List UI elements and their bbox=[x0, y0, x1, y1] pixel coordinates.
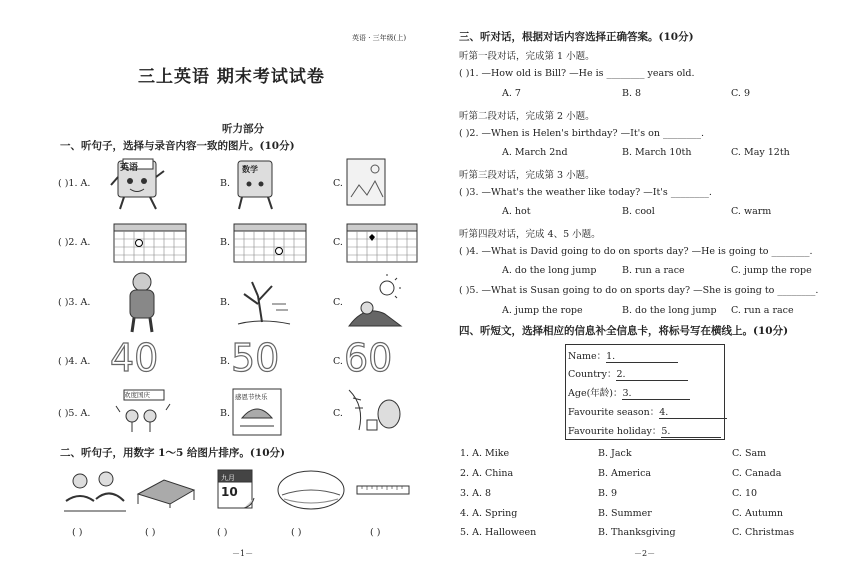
s4-opt-3c[interactable]: C. 10 bbox=[732, 488, 758, 499]
s4-opt-1c[interactable]: C. Sam bbox=[732, 448, 767, 459]
q4-option-b[interactable]: B. run a race bbox=[622, 265, 685, 276]
cold-child-picture[interactable] bbox=[118, 270, 166, 334]
number-60-picture[interactable]: 60 bbox=[344, 336, 393, 380]
question-number[interactable]: ( )5. A. bbox=[58, 408, 91, 419]
card-blank-3[interactable]: 3. bbox=[622, 388, 690, 400]
s4-opt-1b[interactable]: B. Jack bbox=[598, 448, 632, 459]
q3-option-a[interactable]: A. hot bbox=[502, 206, 531, 217]
q3-option-c[interactable]: C. warm bbox=[731, 206, 772, 217]
order-blank-3[interactable]: ( ) bbox=[217, 527, 228, 538]
card-row-holiday: Favourite holiday：5. bbox=[568, 423, 721, 438]
q1-option-c[interactable]: C. 9 bbox=[731, 88, 751, 99]
q2-option-a[interactable]: A. March 2nd bbox=[502, 147, 568, 158]
hot-sun-picture[interactable] bbox=[345, 274, 407, 330]
info-card bbox=[565, 344, 725, 440]
ruler-picture[interactable] bbox=[356, 484, 410, 496]
card-blank-5[interactable]: 5. bbox=[661, 426, 721, 438]
q5-option-c[interactable]: C. run a race bbox=[731, 305, 794, 316]
q4-option-a[interactable]: A. do the long jump bbox=[502, 265, 597, 276]
s4-opt-1a[interactable]: 1. A. Mike bbox=[460, 448, 510, 459]
option-c-label[interactable]: C. bbox=[333, 237, 343, 248]
option-c-label[interactable]: C. bbox=[333, 356, 343, 367]
q5-option-b[interactable]: B. do the long jump bbox=[622, 305, 717, 316]
bed-picture[interactable] bbox=[134, 470, 198, 510]
q4-option-c[interactable]: C. jump the rope bbox=[731, 265, 812, 276]
card-row-country: Country：2. bbox=[568, 366, 688, 381]
christmas-lanterns-picture[interactable] bbox=[345, 386, 407, 438]
question-5[interactable]: ( )5. —What is Susan going to do on sports day? —She is going to ________. bbox=[459, 285, 819, 296]
national-day-label: 欢度国庆 bbox=[124, 391, 150, 399]
s4-opt-2b[interactable]: B. America bbox=[598, 468, 652, 479]
option-b-label[interactable]: B. bbox=[220, 297, 231, 308]
s4-opt-2c[interactable]: C. Canada bbox=[732, 468, 782, 479]
calendar-picture-c[interactable] bbox=[345, 218, 421, 264]
children-playing-picture[interactable] bbox=[60, 465, 130, 513]
q5-option-a[interactable]: A. jump the rope bbox=[502, 305, 583, 316]
option-c-label[interactable]: C. bbox=[333, 178, 343, 189]
number-40-picture[interactable]: 40 bbox=[110, 336, 159, 380]
dialogue-intro-4: 听第四段对话，完成 4、5 小题。 bbox=[459, 229, 601, 240]
q2-option-b[interactable]: B. March 10th bbox=[622, 147, 692, 158]
page-number-2: －2－ bbox=[634, 549, 656, 558]
card-blank-4[interactable]: 4. bbox=[659, 407, 727, 419]
question-1[interactable]: ( )1. —How old is Bill? —He is ________ years old. bbox=[459, 68, 695, 79]
order-blank-5[interactable]: ( ) bbox=[370, 527, 381, 538]
section3-title: 三、听对话，根据对话内容选择正确答案。(10分) bbox=[459, 31, 694, 43]
section2-title: 二、听句子，用数字 1～5 给图片排序。(10分) bbox=[60, 447, 285, 459]
question-number[interactable]: ( )3. A. bbox=[58, 297, 91, 308]
number-50-picture[interactable]: 50 bbox=[231, 336, 280, 380]
option-b-label[interactable]: B. bbox=[220, 356, 231, 367]
option-b-label[interactable]: B. bbox=[220, 408, 231, 419]
calendar-picture-b[interactable] bbox=[232, 218, 308, 264]
header-right: 英语 · 三年级(上) bbox=[352, 34, 407, 42]
listening-part-heading: 听力部分 bbox=[222, 123, 264, 135]
question-3[interactable]: ( )3. —What's the weather like today? —It's ________. bbox=[459, 187, 712, 198]
question-number[interactable]: ( )1. A. bbox=[58, 178, 91, 189]
page-number-1: －1－ bbox=[232, 549, 254, 558]
s4-opt-4b[interactable]: B. Summer bbox=[598, 508, 652, 519]
s4-opt-3a[interactable]: 3. A. 8 bbox=[460, 488, 492, 499]
question-number[interactable]: ( )4. A. bbox=[58, 356, 91, 367]
q1-option-a[interactable]: A. 7 bbox=[502, 88, 521, 99]
card-row-age: Age(年龄)：3. bbox=[568, 385, 690, 400]
s4-opt-4a[interactable]: 4. A. Spring bbox=[460, 508, 518, 519]
math-book-label: 数学 bbox=[242, 164, 258, 174]
dialogue-intro-2: 听第二段对话，完成第 2 小题。 bbox=[459, 111, 595, 122]
question-2[interactable]: ( )2. —When is Helen's birthday? —It's on ________. bbox=[459, 128, 705, 139]
thanksgiving-label: 感恩节快乐 bbox=[235, 393, 268, 401]
english-book-label: 英语 bbox=[120, 163, 139, 173]
option-b-label[interactable]: B. bbox=[220, 178, 231, 189]
section4-title: 四、听短文，选择相应的信息补全信息卡，将标号写在横线上。(10分) bbox=[459, 325, 789, 337]
order-blank-4[interactable]: ( ) bbox=[291, 527, 302, 538]
calendar-month: 九月 bbox=[221, 474, 235, 482]
s4-opt-2a[interactable]: 2. A. China bbox=[460, 468, 514, 479]
calendar-picture-a[interactable] bbox=[112, 218, 188, 264]
windy-tree-picture[interactable] bbox=[232, 274, 294, 330]
s4-opt-3b[interactable]: B. 9 bbox=[598, 488, 618, 499]
card-blank-1[interactable]: 1. bbox=[606, 351, 678, 363]
page-title: 三上英语 期末考试试卷 bbox=[138, 67, 325, 87]
dialogue-intro-1: 听第一段对话，完成第 1 小题。 bbox=[459, 51, 595, 62]
dialogue-intro-3: 听第三段对话，完成第 3 小题。 bbox=[459, 170, 595, 181]
option-b-label[interactable]: B. bbox=[220, 237, 231, 248]
picture-book-picture[interactable] bbox=[345, 157, 389, 209]
landscape-picture[interactable] bbox=[276, 469, 346, 511]
card-row-name: Name：1. bbox=[568, 348, 678, 363]
q1-option-b[interactable]: B. 8 bbox=[622, 88, 642, 99]
question-4[interactable]: ( )4. —What is David going to do on sports day? —He is going to ________. bbox=[459, 246, 813, 257]
section1-title: 一、听句子，选择与录音内容一致的图片。(10分) bbox=[60, 140, 295, 152]
calendar-day: 10 bbox=[221, 485, 238, 499]
s4-opt-4c[interactable]: C. Autumn bbox=[732, 508, 784, 519]
card-row-season: Favourite season：4. bbox=[568, 404, 727, 419]
order-blank-2[interactable]: ( ) bbox=[145, 527, 156, 538]
question-number[interactable]: ( )2. A. bbox=[58, 237, 91, 248]
q3-option-b[interactable]: B. cool bbox=[622, 206, 655, 217]
card-blank-2[interactable]: 2. bbox=[616, 369, 688, 381]
option-c-label[interactable]: C. bbox=[333, 408, 343, 419]
option-c-label[interactable]: C. bbox=[333, 297, 343, 308]
order-blank-1[interactable]: ( ) bbox=[72, 527, 83, 538]
q2-option-c[interactable]: C. May 12th bbox=[731, 147, 790, 158]
s4-opt-5b[interactable]: B. Thanksgiving bbox=[598, 527, 676, 538]
s4-opt-5c[interactable]: C. Christmas bbox=[732, 527, 795, 538]
s4-opt-5a[interactable]: 5. A. Halloween bbox=[460, 527, 537, 538]
